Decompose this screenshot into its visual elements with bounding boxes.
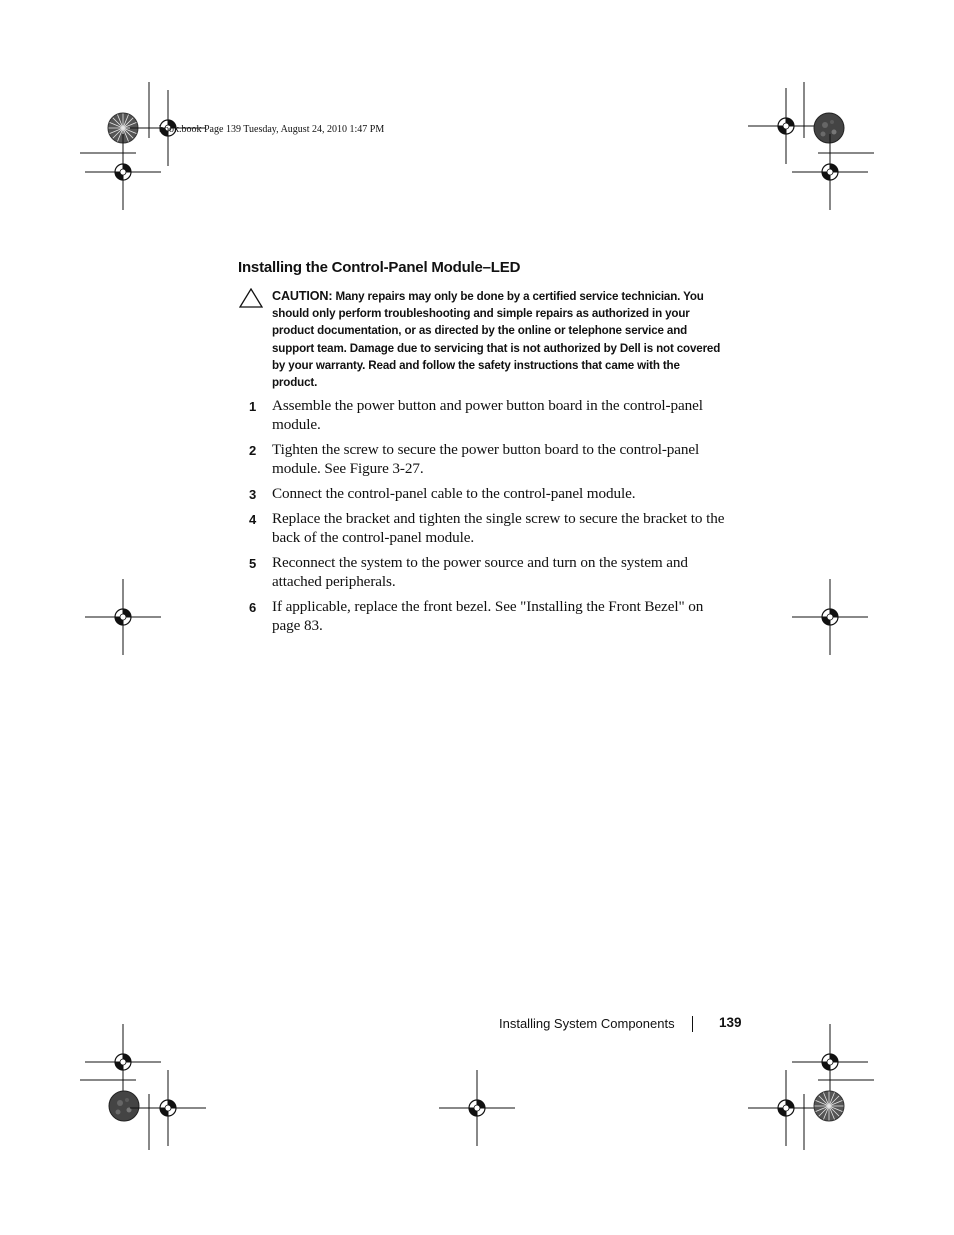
step-text: If applicable, replace the front bezel. See "Installing the Front Bezel" on page 83. (272, 598, 704, 634)
footer-chapter-title: Installing System Components (499, 1016, 675, 1031)
step-text: Tighten the screw to secure the power button board to the control-panel module. See Figure 3-27. (272, 441, 700, 477)
step-text: Reconnect the system to the power source and turn on the system and attached peripherals. (272, 554, 688, 590)
step-item (238, 597, 734, 635)
step-number: 5 (249, 556, 257, 571)
step-number: 1 (249, 399, 257, 414)
footer-divider (692, 1016, 693, 1032)
page-number: 139 (719, 1015, 742, 1030)
step-number: 2 (249, 443, 257, 458)
step-number: 4 (249, 512, 257, 527)
step-item (238, 484, 734, 503)
step-item (238, 553, 734, 591)
procedure-steps (238, 396, 734, 641)
step-text: Replace the bracket and tighten the single screw to secure the bracket to the back of the control-panel module. (272, 510, 725, 546)
step-item (238, 440, 734, 478)
caution-body: Many repairs may only be done by a certified service technician. You should only perform troubleshooting and simple repairs as authorized in your product documentation, or as directed by the online or telephone service and support team. Damage due to servicing that is not authorized by Dell is not covered by your warranty. Read and follow the safety instructions that came with the product. (272, 290, 721, 390)
caution-notice (272, 288, 727, 391)
step-text: Connect the control-panel cable to the control-panel module. (272, 485, 636, 502)
section-title: Installing the Control-Panel Module–LED (238, 259, 521, 276)
step-item (238, 396, 734, 434)
caution-label: CAUTION: (272, 289, 333, 303)
step-number: 6 (249, 600, 257, 615)
step-text: Assemble the power button and power button board in the control-panel module. (272, 397, 703, 433)
step-item (238, 509, 734, 547)
print-header-info: book.book Page 139 Tuesday, August 24, 2010 1:47 PM (159, 124, 385, 135)
caution-triangle-icon (239, 288, 263, 308)
step-number: 3 (249, 487, 257, 502)
